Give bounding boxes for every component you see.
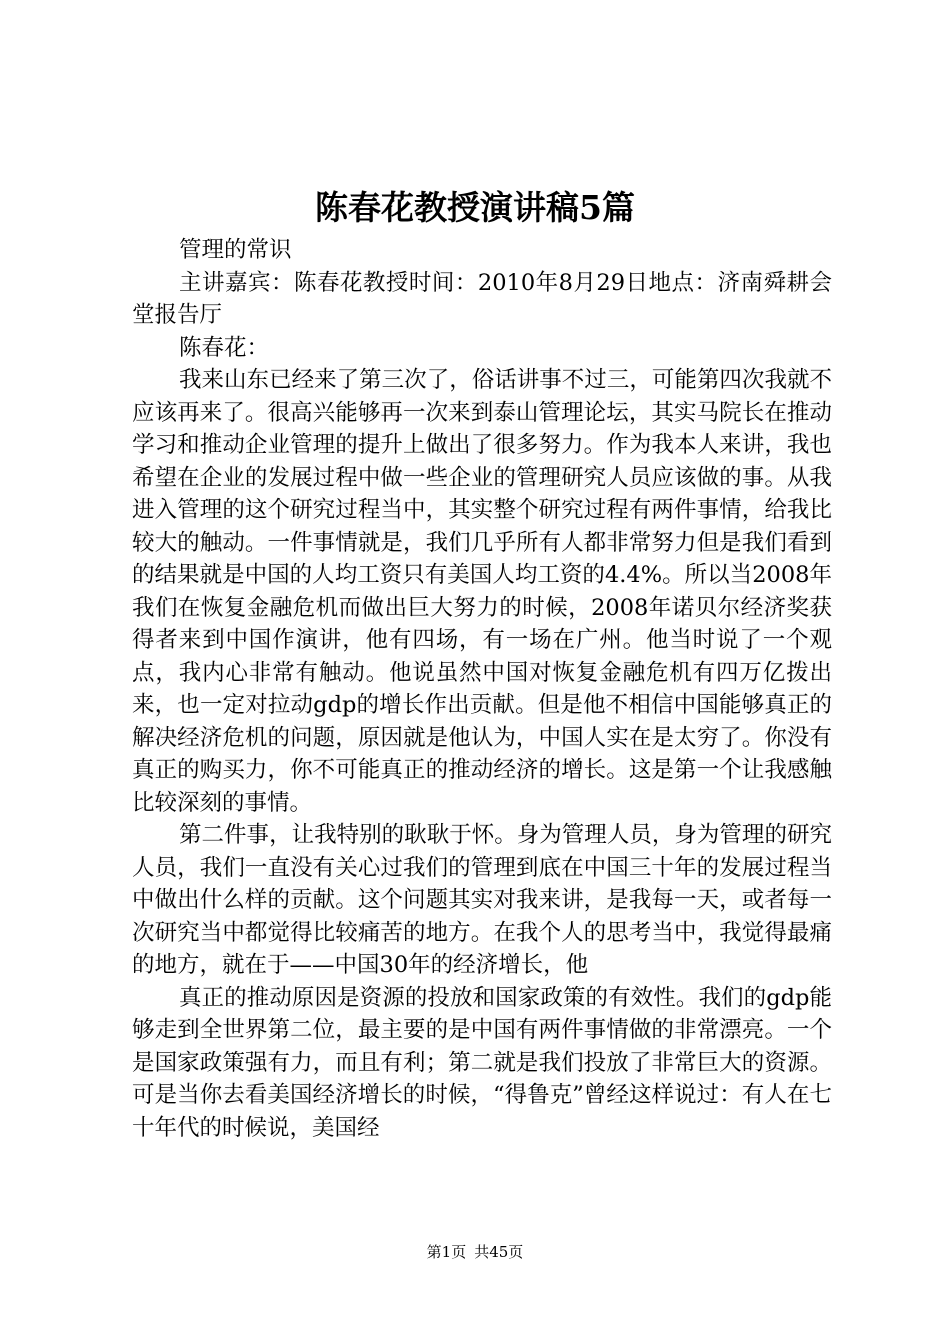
document-title: 陈春花教授演讲稿5篇	[315, 188, 635, 227]
paragraph-event-info: 主讲嘉宾：陈春花教授时间：2010年8月29日地点：济南舜耕会堂报告厅	[132, 269, 832, 328]
paragraph-body: 我来山东已经来了第三次了，俗话讲事不过三，可能第四次我就不应该再来了。很高兴能够再一次来到泰山管理论坛，其实马院长在推动学习和推动企业管理的提升上做出了很多努力。作为我本人来讲，我也希望在企业的发展过程中做一些企业的管理研究人员应该做的事。从我进入管理的这个研究过程当中，其实整个研究过程有两件事情，给我比较大的触动。一件事情就是，我们几乎所有人都非常努力但是我们看到的结果就是中国的人均工资只有美国人均工资的4.4%。所以当2008年我们在恢复金融危机而做出巨大努力的时候，2008年诺贝尔经济奖获得者来到中国作演讲，他有四场，有一场在广州。他当时说了一个观点，我内心非常有触动。他说虽然中国对恢复金融危机有四万亿拨出来，也一定对拉动gdp的增长作出贡献。但是他不相信中国能够真正的解决经济危机的问题，原因就是他认为，中国人实在是太穷了。你没有真正的购买力，你不可能真正的推动经济的增长。这是第一个让我感触比较深刻的事情。	[132, 367, 832, 816]
page-number: 第1页	[426, 1243, 467, 1261]
paragraph-body: 第二件事，让我特别的耿耿于怀。身为管理人员，身为管理的研究人员，我们一直没有关心过我们的管理到底在中国三十年的发展过程当中做出什么样的贡献。这个问题其实对我来讲，是我每一天，或者每一次研究当中都觉得比较痛苦的地方。在我个人的思考当中，我觉得最痛的地方，就在于——中国30年的经济增长，他	[132, 822, 832, 978]
page-footer	[0, 1240, 950, 1264]
paragraph-speaker: 陈春花：	[179, 334, 270, 361]
paragraph-body: 真正的推动原因是资源的投放和国家政策的有效性。我们的gdp能够走到全世界第二位，最主要的是中国有两件事情做的非常漂亮。一个是国家政策强有力，而且有利；第二就是我们投放了非常巨大的资源。可是当你去看美国经济增长的时候，“得鲁克”曾经这样说过：有人在七十年代的时候说，美国经	[132, 984, 832, 1141]
paragraph-subtitle: 管理的常识	[179, 237, 292, 263]
document-body	[132, 234, 832, 1144]
page-total: 共45页	[474, 1243, 524, 1261]
